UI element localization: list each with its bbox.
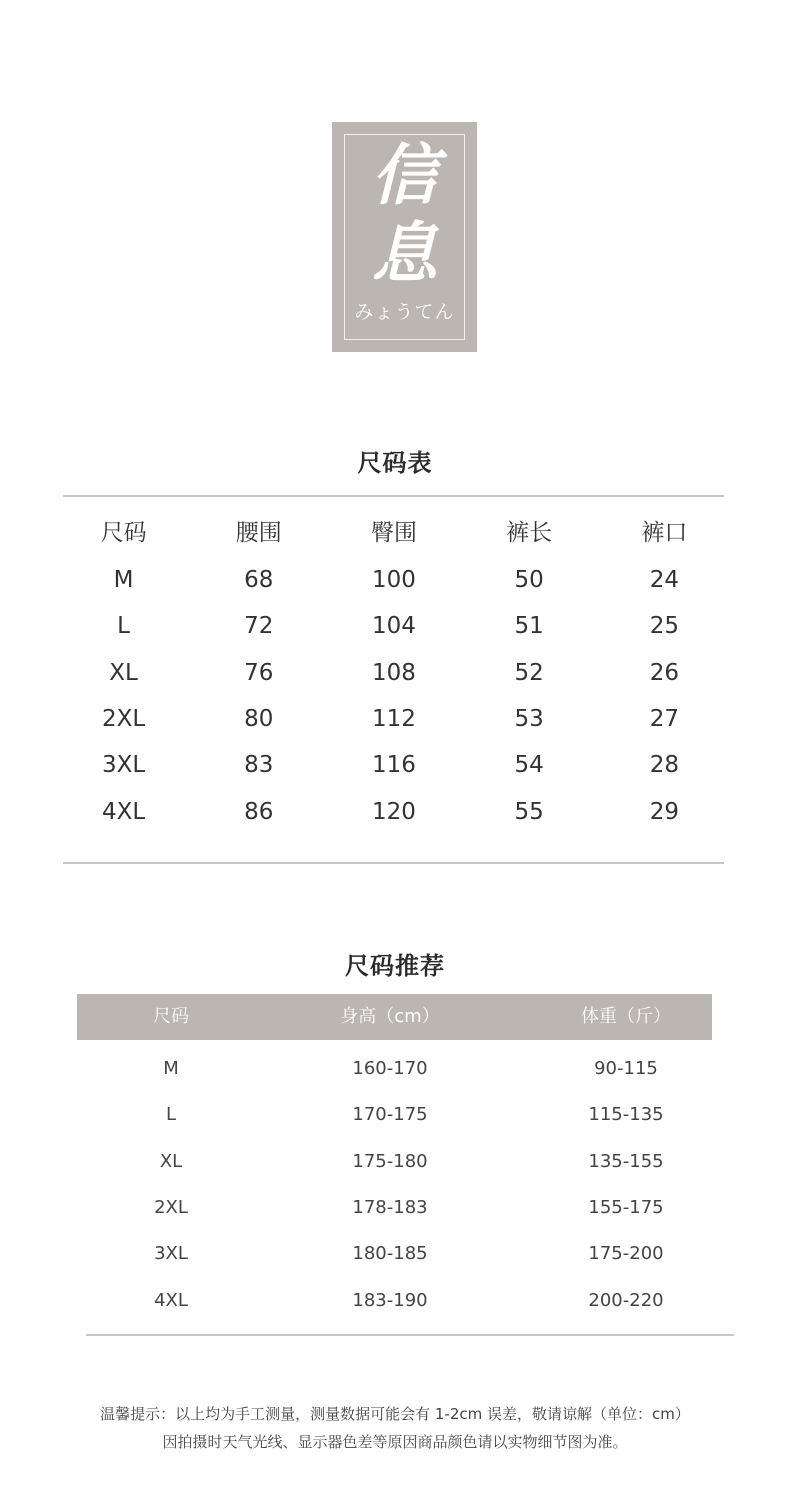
table-cell: 170-175 — [352, 1104, 428, 1125]
size-recommend-header-cell: 体重（斤） — [581, 1006, 671, 1027]
logo-char-1: 信 — [371, 136, 438, 214]
table-cell: 53 — [514, 706, 544, 732]
table-cell: 72 — [244, 613, 274, 639]
table-cell: 2XL — [154, 1197, 188, 1218]
table-cell: 104 — [372, 613, 416, 639]
table-row — [56, 797, 732, 827]
table-cell: 175-180 — [352, 1151, 428, 1172]
table-cell: 55 — [514, 799, 544, 825]
size-recommend-bottom-divider — [86, 1334, 734, 1336]
size-chart-header-cell: 裤长 — [506, 520, 553, 546]
table-cell: 4XL — [154, 1290, 188, 1311]
table-cell: 27 — [649, 706, 679, 732]
logo-char-2: 息 — [371, 214, 438, 292]
size-chart-top-divider — [63, 495, 724, 497]
table-cell: 83 — [244, 752, 274, 778]
table-cell: 180-185 — [352, 1243, 428, 1264]
table-row — [56, 611, 732, 641]
size-recommend-header-bar — [77, 994, 712, 1040]
size-chart-header-cell: 尺码 — [100, 520, 147, 546]
size-recommend-header-cell: 尺码 — [153, 1006, 189, 1027]
size-recommend-header-cell: 身高（cm） — [340, 1006, 440, 1027]
table-cell: 120 — [372, 799, 416, 825]
table-cell: 26 — [649, 660, 679, 686]
table-cell: 80 — [244, 706, 274, 732]
measurement-note: 温馨提示：以上均为手工测量，测量数据可能会有 1-2cm 误差，敬请谅解（单位：cm） — [100, 1405, 690, 1423]
table-cell: M — [113, 567, 134, 593]
table-cell: 90-115 — [594, 1058, 658, 1079]
table-cell: 28 — [649, 752, 679, 778]
table-cell: 183-190 — [352, 1290, 428, 1311]
table-cell: 116 — [372, 752, 416, 778]
color-note: 因拍摄时天气光线、显示器色差等原因商品颜色请以实物细节图为准。 — [162, 1433, 628, 1451]
table-cell: 135-155 — [588, 1151, 664, 1172]
table-cell: L — [117, 613, 130, 639]
table-cell: 2XL — [101, 706, 146, 732]
size-chart-header-cell: 腰围 — [235, 520, 282, 546]
size-chart-bottom-divider — [63, 862, 724, 864]
table-cell: 68 — [244, 567, 274, 593]
table-cell: 200-220 — [588, 1290, 664, 1311]
size-chart-header-row — [56, 518, 732, 548]
table-cell: 52 — [514, 660, 544, 686]
table-cell: L — [165, 1104, 177, 1125]
table-cell: 160-170 — [352, 1058, 428, 1079]
size-chart-title: 尺码表 — [357, 449, 433, 477]
table-row — [56, 750, 732, 780]
table-cell: XL — [159, 1151, 183, 1172]
table-row — [56, 565, 732, 595]
table-cell: 155-175 — [588, 1197, 664, 1218]
table-cell: 86 — [244, 799, 274, 825]
table-cell: 178-183 — [352, 1197, 428, 1218]
table-cell: 100 — [372, 567, 416, 593]
table-cell: 115-135 — [588, 1104, 664, 1125]
size-chart-header-cell: 臀围 — [370, 520, 417, 546]
table-cell: 50 — [514, 567, 544, 593]
table-cell: 112 — [372, 706, 416, 732]
table-cell: 25 — [649, 613, 679, 639]
table-cell: 29 — [649, 799, 679, 825]
table-cell: 3XL — [154, 1243, 188, 1264]
table-row — [56, 704, 732, 734]
size-chart-header-cell: 裤口 — [641, 520, 688, 546]
table-cell: 175-200 — [588, 1243, 664, 1264]
table-cell: 24 — [649, 567, 679, 593]
table-cell: 4XL — [101, 799, 146, 825]
table-cell: 54 — [514, 752, 544, 778]
table-cell: 3XL — [101, 752, 146, 778]
table-cell: XL — [109, 660, 138, 686]
brand-logo — [332, 122, 477, 352]
size-recommend-title: 尺码推荐 — [345, 952, 445, 980]
table-cell: 108 — [372, 660, 416, 686]
table-cell: M — [163, 1058, 179, 1079]
logo-subtitle: みょうてん — [354, 301, 455, 323]
table-row — [56, 658, 732, 688]
table-cell: 51 — [514, 613, 544, 639]
table-cell: 76 — [244, 660, 274, 686]
